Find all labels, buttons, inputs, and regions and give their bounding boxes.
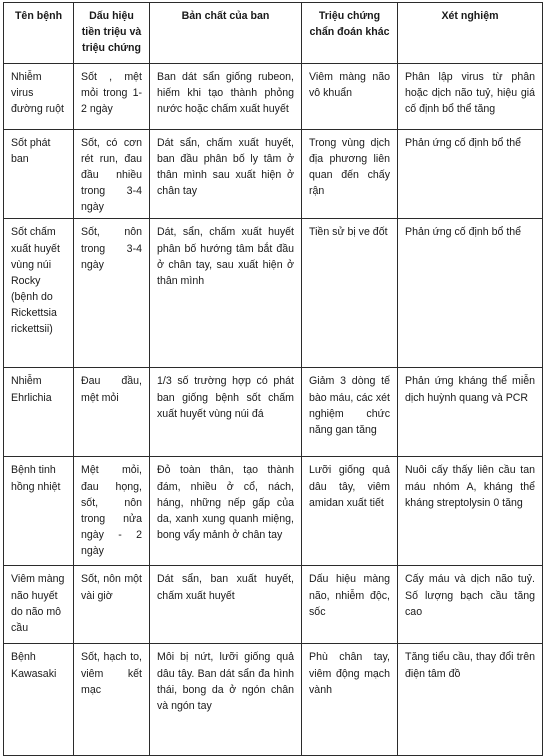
header-disease: Tên bệnh [4, 3, 74, 64]
table-row [4, 219, 543, 368]
other-signs-cell: Phù chân tay, viêm động mạch vành [302, 644, 398, 756]
tests-cell: Phản ứng cố định bổ thể [398, 219, 543, 368]
disease-cell: Bệnh Kawasaki [4, 644, 74, 756]
other-signs-cell: Lưỡi giống quả dâu tây, viêm amidan xuất tiết [302, 457, 398, 566]
header-prodrome: Dấu hiệu tiền triệu và triệu chứng [74, 3, 150, 64]
rash-cell: Môi bị nứt, lưỡi giống quả dâu tây. Ban dát sẩn đa hình thái, bong da ở ngón chân và ngón tay [150, 644, 302, 756]
table-row [4, 566, 543, 644]
disease-cell: Nhiễm virus đường ruột [4, 64, 74, 130]
disease-cell: Nhiễm Ehrlichia [4, 368, 74, 457]
differential-diagnosis-table [3, 2, 543, 756]
tests-cell: Phản ứng cố định bổ thể [398, 130, 543, 219]
header-row [4, 3, 543, 64]
tests-cell: Cấy máu và dịch não tuỷ. Số lượng bạch cầu tăng cao [398, 566, 543, 644]
table-body [4, 64, 543, 756]
other-signs-cell: Trong vùng dịch địa phương liên quan đến chấy rận [302, 130, 398, 219]
header-other-signs: Triệu chứng chẩn đoán khác [302, 3, 398, 64]
header-tests: Xét nghiệm [398, 3, 543, 64]
prodrome-cell: Sốt, nôn một vài giờ [74, 566, 150, 644]
other-signs-cell: Giảm 3 dòng tế bào máu, các xét nghiệm chức năng gan tăng [302, 368, 398, 457]
table-row [4, 644, 543, 756]
rash-cell: Dát sẩn, ban xuất huyết, chấm xuất huyết [150, 566, 302, 644]
rash-cell: 1/3 số trường hợp có phát ban giống bệnh sốt chấm xuất huyết vùng núi đá [150, 368, 302, 457]
prodrome-cell: Mệt mỏi, đau họng, sốt, nôn trong nửa ngày - 2 ngày [74, 457, 150, 566]
disease-cell: Sốt phát ban [4, 130, 74, 219]
other-signs-cell: Dấu hiệu màng não, nhiễm độc, sốc [302, 566, 398, 644]
table-row [4, 368, 543, 457]
disease-cell: Viêm màng não huyết do não mô cầu [4, 566, 74, 644]
other-signs-cell: Tiền sử bị ve đốt [302, 219, 398, 368]
table-row [4, 64, 543, 130]
tests-cell: Phân lập virus từ phân hoặc dịch não tuỷ, hiệu giá cố định bổ thể tăng [398, 64, 543, 130]
header-rash: Bản chất của ban [150, 3, 302, 64]
table-row [4, 130, 543, 219]
prodrome-cell: Sốt, nôn trong 3-4 ngày [74, 219, 150, 368]
rash-cell: Dát sẩn, chấm xuất huyết, ban đầu phân bố ly tâm ở thân mình sau xuất hiện ở chân tay [150, 130, 302, 219]
rash-cell: Dát, sẩn, chấm xuất huyết phân bố hướng tâm bắt đầu ở chân tay, sau xuất hiện ở thân mình [150, 219, 302, 368]
other-signs-cell: Viêm màng não vô khuẩn [302, 64, 398, 130]
tests-cell: Nuôi cấy thấy liên cầu tan máu nhóm A, kháng thể kháng streptolysin 0 tăng [398, 457, 543, 566]
rash-cell: Ban dát sẩn giống rubeon, hiếm khi tạo thành phỏng nước hoặc chấm xuất huyết [150, 64, 302, 130]
table-header [4, 3, 543, 64]
table-row [4, 457, 543, 566]
tests-cell: Tăng tiểu cầu, thay đổi trên điện tâm đồ [398, 644, 543, 756]
disease-cell: Sốt chấm xuất huyết vùng núi Rocky (bệnh do Rickettsia rickettsii) [4, 219, 74, 368]
prodrome-cell: Sốt, có cơn rét run, đau đầu nhiều trong 3-4 ngày [74, 130, 150, 219]
tests-cell: Phản ứng kháng thể miễn dịch huỳnh quang và PCR [398, 368, 543, 457]
prodrome-cell: Đau đầu, mệt mỏi [74, 368, 150, 457]
rash-cell: Đỏ toàn thân, tạo thành đám, nhiều ở cổ, nách, háng, những nếp gấp của da, xanh xung quanh miệng, bong vẩy mảnh ở chân tay [150, 457, 302, 566]
disease-cell: Bệnh tinh hồng nhiệt [4, 457, 74, 566]
prodrome-cell: Sốt , mệt mỏi trong 1-2 ngày [74, 64, 150, 130]
prodrome-cell: Sốt, hạch to, viêm kết mạc [74, 644, 150, 756]
